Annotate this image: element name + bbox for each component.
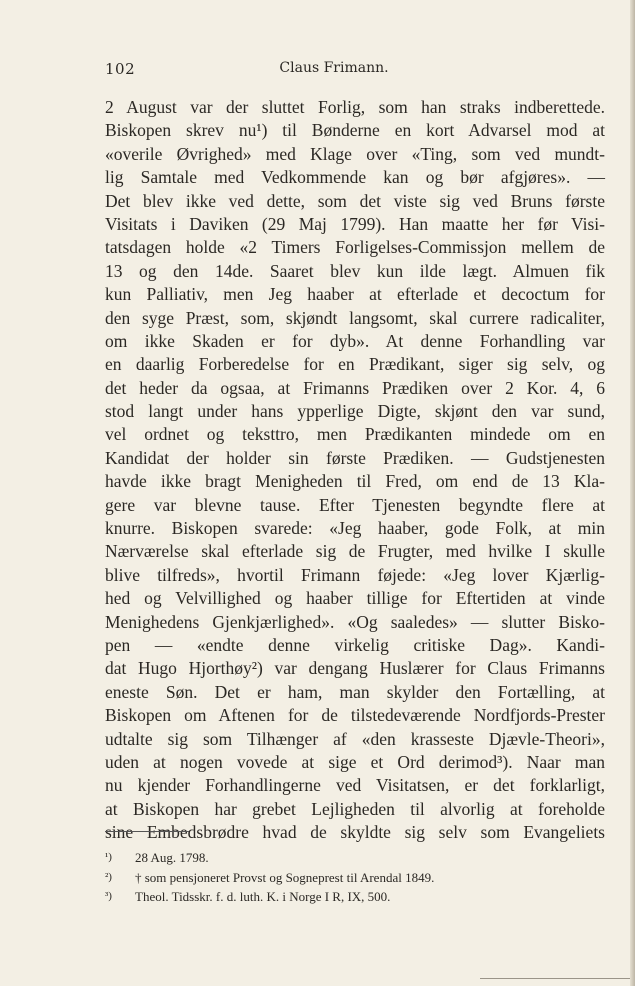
text-line: Det blev ikke ved dette, som det viste sig ved Bruns første xyxy=(105,190,605,211)
page-header xyxy=(105,60,533,82)
footnote-marker: ¹) xyxy=(105,851,112,863)
text-line: «overile Øvrighed» med Klage over «Ting, som ved mundt- xyxy=(105,143,605,164)
footnote-text: Theol. Tidsskr. f. d. luth. K. i Norge I R, IX, 500. xyxy=(135,889,391,904)
body-text xyxy=(105,96,605,845)
footnote xyxy=(105,848,565,868)
text-line: en daarlig Forberedelse for en Prædikant, siger sig selv, og xyxy=(105,354,605,375)
footnote-text: 28 Aug. 1798. xyxy=(135,850,209,865)
footnote-text: † som pensjoneret Provst og Sogneprest til Arendal 1849. xyxy=(135,869,435,885)
footnote xyxy=(105,868,565,888)
text-line: kun Palliativ, men Jeg haaber at efterlade et decoctum for xyxy=(105,284,605,305)
text-line: Menighedens Gjenkjærlighed». «Og saaledes» — slutter Bisko- xyxy=(105,611,605,632)
text-line: gere var blevne tause. Efter Tjenesten begyndte flere at xyxy=(105,494,605,515)
text-line: Biskopen skrev nu¹) til Bønderne en kort Advarsel mod at xyxy=(105,120,605,141)
text-line: tatsdagen holde «2 Timers Forligelses-Commissjon mellem de xyxy=(105,237,605,258)
text-line: knurre. Biskopen svarede: «Jeg haaber, gode Folk, at min xyxy=(105,518,605,539)
text-line: det heder da ogsaa, at Frimanns Prædiken over 2 Kor. 4, 6 xyxy=(105,377,605,398)
text-line: Nærværelse skal efterlade sig de Frugter, med hvilke I skulle xyxy=(105,541,605,562)
text-line: sine Embedsbrødre hvad de skyldte sig selv som Evangeliets xyxy=(105,822,605,843)
footnote-rule xyxy=(105,831,189,832)
text-line: stod langt under hans ypperlige Digte, skjønt den var sund, xyxy=(105,401,605,422)
text-line: nu kjender Forhandlingerne ved Visitatsen, er det forklarligt, xyxy=(105,775,605,796)
text-line: Biskopen om Aftenen for de tilstedeværende Nordfjords-Prester xyxy=(105,705,605,726)
footnotes xyxy=(105,848,565,907)
text-line: Visitats i Daviken (29 Maj 1799). Han maatte her før Visi- xyxy=(105,213,605,234)
text-line: 13 og den 14de. Saaret blev kun ilde lægt. Almuen fik xyxy=(105,260,605,281)
text-line: den syge Præst, som, skjøndt langsomt, skal currere radicaliter, xyxy=(105,307,605,328)
page-edge-mark xyxy=(480,978,630,979)
text-line: at Biskopen har grebet Lejligheden til alvorlig at foreholde xyxy=(105,798,605,819)
text-line: dat Hugo Hjorthøy²) var dengang Huslærer for Claus Frimanns xyxy=(105,658,605,679)
text-line: Kandidat der holder sin første Prædiken. — Gudstjenesten xyxy=(105,447,605,468)
page-number: 102 xyxy=(105,60,136,78)
text-line: pen — «endte denne virkelig critiske Dag». Kandi- xyxy=(105,634,605,655)
text-line: udtalte sig som Tilhænger af «den krasseste Djævle-Theori», xyxy=(105,728,605,749)
footnote-marker: ³) xyxy=(105,890,112,902)
page-edge xyxy=(630,0,635,986)
footnote xyxy=(105,887,565,907)
text-line: havde ikke bragt Menigheden til Fred, om end de 13 Kla- xyxy=(105,471,605,492)
text-line: 2 August var der sluttet Forlig, som han straks indberettede. xyxy=(105,97,605,117)
text-line: uden at nogen vovede at sige et Ord derimod³). Naar man xyxy=(105,751,605,772)
footnote-marker: ²) xyxy=(105,870,112,883)
text-line: blive tilfreds», hvortil Frimann føjede: «Jeg lover Kjærlig- xyxy=(105,564,605,585)
text-line: hed og Velvillighed og haaber tillige for Eftertiden at vinde xyxy=(105,588,605,609)
text-line: lig Samtale med Vedkommende kan og bør afgjøres». — xyxy=(105,167,605,188)
text-line: vel ordnet og teksttro, men Prædikanten mindede om en xyxy=(105,424,605,445)
running-title: Claus Frimann. xyxy=(279,60,389,76)
text-line: eneste Søn. Det er ham, man skylder den Fortælling, at xyxy=(105,681,605,702)
text-line: om ikke Skaden er for dyb». At denne Forhandling var xyxy=(105,330,605,351)
